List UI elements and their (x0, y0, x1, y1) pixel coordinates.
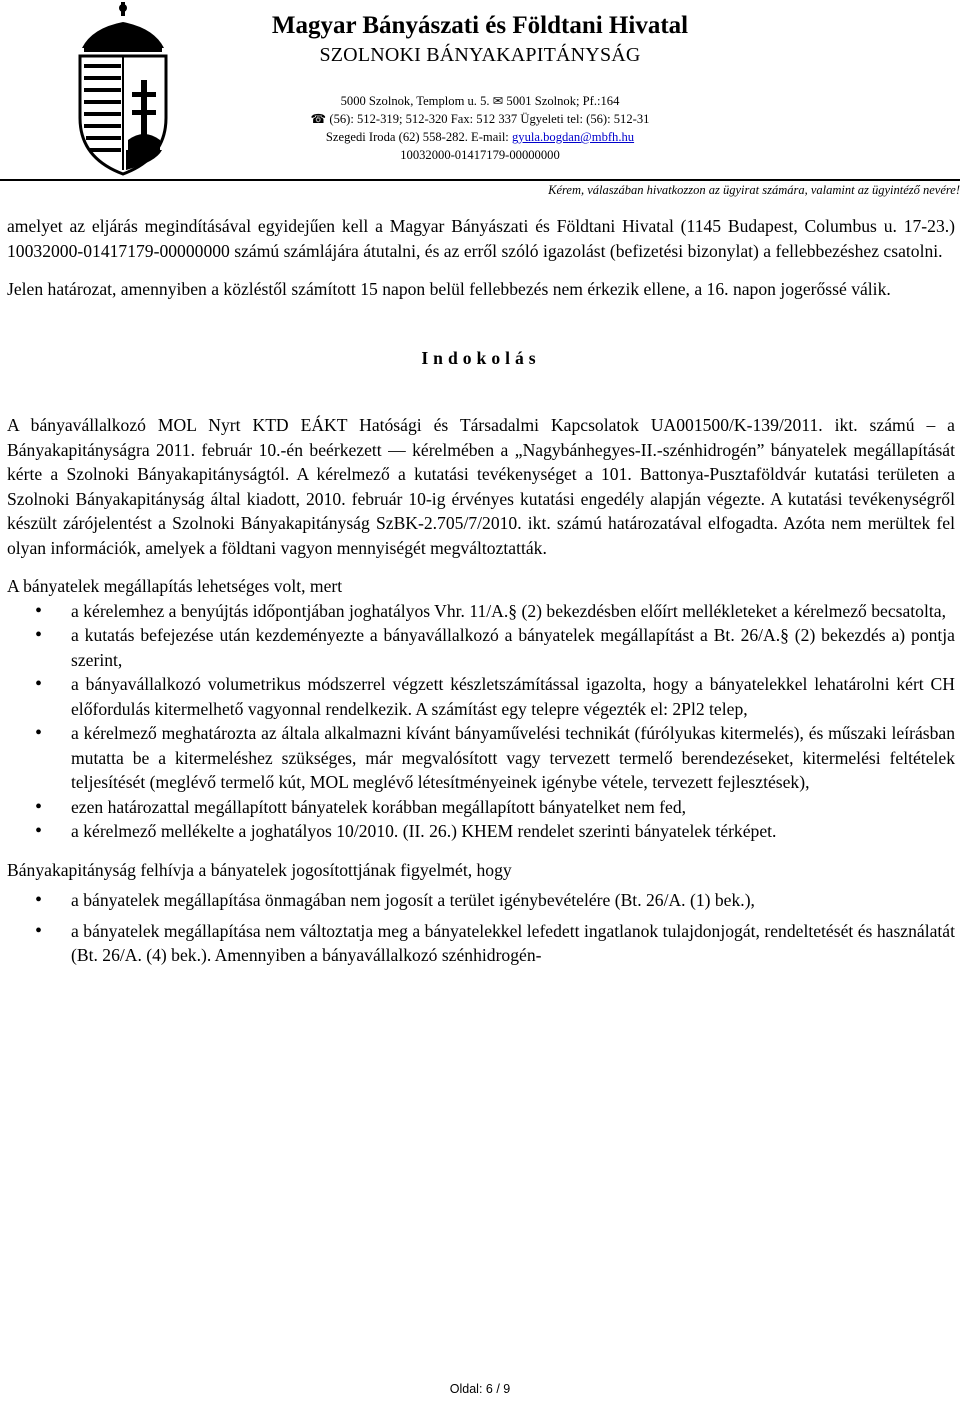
header-divider (0, 179, 960, 181)
coat-of-arms-icon (62, 0, 184, 176)
paragraph-finality: Jelen határozat, amennyiben a közléstől számított 15 napon belül fellebbezés nem érkezik ellene, a 16. napon jogerőssé válik. (7, 279, 891, 299)
page-number: Oldal: 6 / 9 (449, 1382, 511, 1396)
email-link[interactable]: gyula.bogdan@mbfh.hu (511, 130, 635, 144)
list-item: • a bányatelek megállapítása nem változtatja meg a bányatelekkel lefedett ingatlanok tulajdonjogát, rendeltetését és használatát (Bt. 26/A. (4) bek.). Amennyiben a bányavállalkozó szénhidrogén- (7, 919, 955, 968)
bank-account: 10032000-01417179-00000000 (400, 148, 560, 162)
organization-name: Magyar Bányászati és Földtani Hivatal (271, 12, 689, 39)
szeged-office-line (230, 128, 730, 146)
szeged-office-text: Szegedi Iroda (62) 558-282. E-mail: (325, 130, 512, 144)
list-item: • a bányatelek megállapítása önmagában nem jogosít a terület igénybevételére (Bt. 26/A. (1) bek.), (7, 888, 955, 913)
paragraph-justification: A bányavállalkozó MOL Nyrt KTD EÁKT Hatósági és Társadalmi Kapcsolatok UA001500/K-139/2011. ikt. számú – a Bányakapitányságra 2011. február 10.-én beérkezett — kérelmében a „Nagybánhegyes-II.-szénhidrogén” bányatelek megállapítását kérte a Szolnoki Bányakapitányságtól. A kérelmező a kutatási tevékenységet a 101. Battonya-Pusztaföldvár kutatási területen a Szolnoki Bányakapitányság által kiadott, 2010. február 10-ig érvényes kutatási engedély alapján végezte. A kutatási tevékenységről készült zárójelentést a Szolnoki Bányakapitányság SzBK-2.705/7/2010. ikt. számú határozatával elfogadta. Azóta nem merültek fel olyan információk, amelyek a földtani vagyon mennyiségét megváltoztatták. (7, 415, 955, 558)
notice-list (7, 888, 955, 968)
paragraph-notice-intro: Bányakapitányság felhívja a bányatelek jogosítottjának figyelmét, hogy (7, 859, 512, 880)
phone-line: ☎ (56): 512-319; 512-320 Fax: 512 337 Ügyeleti tel: (56): 512-31 (310, 112, 650, 126)
section-heading: Indokolás (421, 347, 541, 368)
reference-note: Kérem, válaszában hivatkozzon az ügyirat számára, valamint az ügyintéző nevére! (548, 183, 960, 197)
list-item: • a kérelmező meghatározta az általa alkalmazni kívánt bányaművelési technikát (fúrólyukas kitermelés), és műszaki leírásban mutatta be a kitermeléshez szükséges, már megvalósított vagy tervezett termelő berendezéseket, kitermelési feltételek teljesítését (meglévő termelő kút, MOL meglévő létesítményeinek igénybe vétele, tervezett fejlesztések), (7, 721, 955, 795)
list-item: • ezen határozattal megállapított bányatelek korábban megállapított bányatelket nem fed, (7, 795, 955, 820)
list-item: • a kérelemhez a benyújtás időpontjában joghatályos Vhr. 11/A.§ (2) bekezdésben előírt mellékleteket a kérelmező becsatolta, (7, 599, 955, 624)
document-body (7, 214, 955, 968)
list-item: • a bányavállalkozó volumetrikus módszerrel végzett készletszámítással igazolta, hogy a bányatelekkel lehatárolni kért CH előfordulás kitermelhető vagyonnal rendelkezik. A számítást egy telepre végezték el: 2Pl2 telep, (7, 672, 955, 721)
paragraph-conditions-intro: A bányatelek megállapítás lehetséges volt, mert (7, 576, 343, 596)
conditions-list (7, 599, 955, 844)
list-item: • a kutatás befejezése után kezdeményezte a bányavállalkozó a bányatelek megállapítást a Bt. 26/A.§ (2) bekezdés a) pontja szerint, (7, 623, 955, 672)
address-line: 5000 Szolnok, Templom u. 5. ✉ 5001 Szolnok; Pf.:164 (340, 94, 620, 108)
list-item: • a kérelmező mellékelte a joghatályos 10/2010. (II. 26.) KHEM rendelet szerinti bányatelek térképet. (7, 819, 955, 844)
paragraph-payment: amelyet az eljárás megindításával egyidejűen kell a Magyar Bányászati és Földtani Hivatal (1145 Budapest, Columbus u. 17-23.) 10032000-01417179-00000000 számú számlájára átutalni, és az erről szóló igazolást (befizetési bizonylat) a fellebbezéshez csatolni. (7, 216, 955, 261)
office-name: SZOLNOKI BÁNYAKAPITÁNYSÁG (319, 44, 641, 66)
